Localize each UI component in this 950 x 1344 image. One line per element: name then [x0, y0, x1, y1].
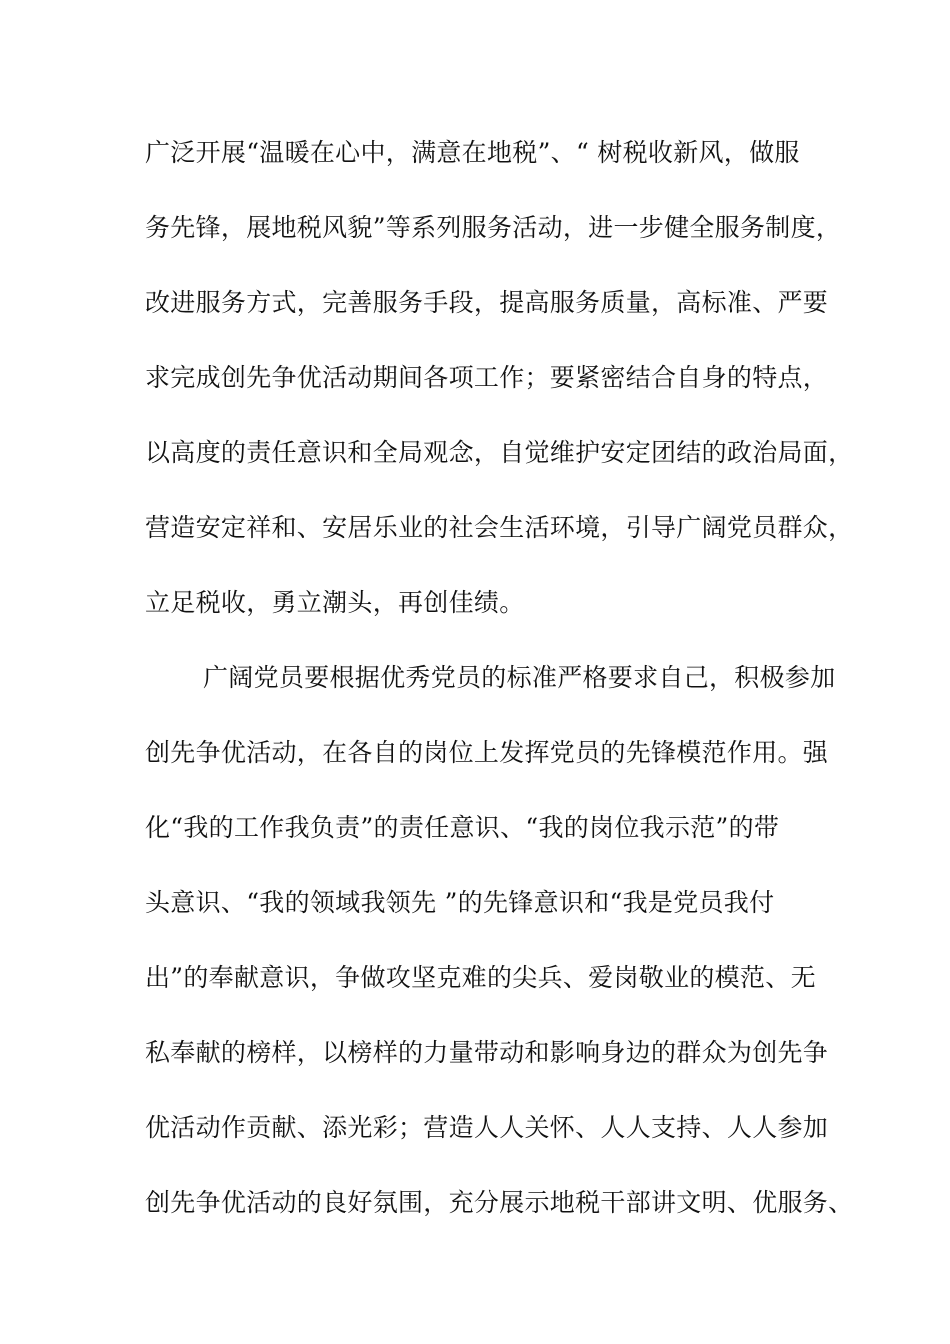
paragraph-2-line-7: 优活动作贡献、添光彩；营造人人关怀、人人支持、人人参加	[145, 1113, 829, 1142]
paragraph-2-line-8: 创先争优活动的良好氛围，充分展示地税干部讲文明、优服务、	[145, 1188, 854, 1217]
paragraph-1-line-6: 营造安定祥和、安居乐业的社会生活环境，引导广阔党员群众，	[145, 513, 854, 542]
paragraph-1-line-2: 务先锋，展地税风貌”等系列服务活动，进一步健全服务制度，	[145, 213, 842, 242]
paragraph-1-line-5: 以高度的责任意识和全局观念，自觉维护安定团结的政治局面，	[145, 438, 854, 467]
paragraph-2-line-4: 头意识、“我的领域我领先 ”的先锋意识和“我是党员我付	[145, 888, 775, 917]
paragraph-2-line-2: 创先争优活动，在各自的岗位上发挥党员的先锋模范作用。强	[145, 738, 829, 767]
paragraph-2-line-1: 广阔党员要根据优秀党员的标准严格要求自己，积极参加	[203, 663, 836, 692]
paragraph-1-line-3: 改进服务方式，完善服务手段，提高服务质量，高标准、严要	[145, 288, 829, 317]
document-body	[145, 130, 854, 1255]
paragraph-1-line-7: 立足税收，勇立潮头，再创佳绩。	[145, 588, 525, 617]
paragraph-2-line-6: 私奉献的榜样，以榜样的力量带动和影响身边的群众为创先争	[145, 1038, 829, 1067]
paragraph-1-line-1: 广泛开展“温暖在心中，满意在地税”、“ 树税收新风，做服	[145, 138, 800, 167]
paragraph-2-line-3: 化“我的工作我负责”的责任意识、“我的岗位我示范”的带	[145, 813, 780, 842]
paragraph-1-line-4: 求完成创先争优活动期间各项工作；要紧密结合自身的特点，	[145, 363, 829, 392]
paragraph-2-line-5: 出”的奉献意识，争做攻坚克难的尖兵、爱岗敬业的模范、无	[145, 963, 816, 992]
